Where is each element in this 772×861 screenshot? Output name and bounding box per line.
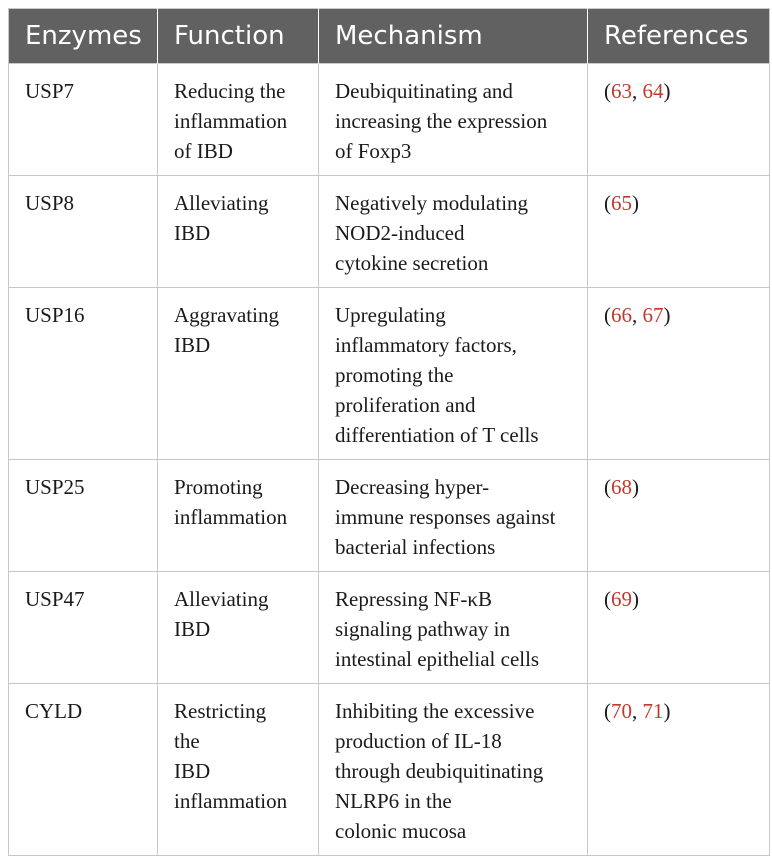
table-row (9, 572, 770, 684)
references-cell: (69) (588, 572, 770, 684)
function-line: Aggravating (174, 303, 279, 327)
mechanism-line: intestinal epithelial cells (335, 647, 540, 671)
mechanism-line: Inhibiting the excessive (335, 699, 535, 723)
function-line: Alleviating (174, 191, 269, 215)
table-row (9, 176, 770, 288)
enzyme-cell: USP16 (9, 288, 158, 460)
table-row (9, 64, 770, 176)
function-line: Promoting (174, 475, 263, 499)
references-cell: (68) (588, 460, 770, 572)
header-row (9, 9, 770, 64)
function-cell (158, 684, 319, 856)
function-cell (158, 288, 319, 460)
mechanism-cell (319, 684, 588, 856)
mechanism-line: Decreasing hyper- (335, 475, 490, 499)
enzyme-cell: USP47 (9, 572, 158, 684)
mechanism-line: Deubiquitinating and (335, 79, 513, 103)
mechanism-line: Repressing NF-κB (335, 587, 492, 611)
table-body (9, 64, 770, 856)
header-references: References (588, 9, 770, 64)
function-line: inflammation (174, 505, 288, 529)
function-line: IBD (174, 617, 211, 641)
function-line: inflammation (174, 789, 288, 813)
function-line: Reducing the (174, 79, 286, 103)
mechanism-line: NOD2-induced (335, 221, 465, 245)
reference-link[interactable]: 70 (611, 699, 632, 723)
function-line: Restricting (174, 699, 267, 723)
header-function: Function (158, 9, 319, 64)
mechanism-line: of Foxp3 (335, 139, 412, 163)
reference-link[interactable]: 66 (611, 303, 632, 327)
enzyme-cell: USP8 (9, 176, 158, 288)
reference-link[interactable]: 69 (611, 587, 632, 611)
reference-link[interactable]: 67 (642, 303, 664, 327)
mechanism-cell (319, 288, 588, 460)
function-cell (158, 176, 319, 288)
function-cell (158, 572, 319, 684)
mechanism-line: immune responses against (335, 505, 556, 529)
mechanism-line: Upregulating (335, 303, 446, 327)
header-mechanism: Mechanism (319, 9, 588, 64)
table-row (9, 460, 770, 572)
mechanism-line: colonic mucosa (335, 819, 467, 843)
mechanism-cell (319, 176, 588, 288)
reference-link[interactable]: 68 (611, 475, 632, 499)
enzymes-table (8, 8, 770, 856)
function-line: the (174, 729, 200, 753)
mechanism-line: NLRP6 in the (335, 789, 452, 813)
mechanism-cell (319, 460, 588, 572)
function-line: IBD (174, 221, 211, 245)
references-cell: (66, 67) (588, 288, 770, 460)
reference-link[interactable]: 64 (642, 79, 664, 103)
mechanism-line: increasing the expression (335, 109, 548, 133)
reference-link[interactable]: 63 (611, 79, 632, 103)
mechanism-line: production of IL-18 (335, 729, 502, 753)
mechanism-line: inflammatory factors, (335, 333, 517, 357)
mechanism-line: proliferation and (335, 393, 476, 417)
references-cell: (65) (588, 176, 770, 288)
enzyme-cell: CYLD (9, 684, 158, 856)
mechanism-line: differentiation of T cells (335, 423, 539, 447)
mechanism-line: promoting the (335, 363, 454, 387)
function-line: Alleviating (174, 587, 269, 611)
references-cell: (63, 64) (588, 64, 770, 176)
enzyme-cell: USP25 (9, 460, 158, 572)
mechanism-cell (319, 64, 588, 176)
function-cell (158, 64, 319, 176)
function-line: inflammation (174, 109, 288, 133)
mechanism-line: cytokine secretion (335, 251, 489, 275)
header-enzymes: Enzymes (9, 9, 158, 64)
reference-link[interactable]: 65 (611, 191, 632, 215)
function-cell (158, 460, 319, 572)
mechanism-line: Negatively modulating (335, 191, 529, 215)
mechanism-line: through deubiquitinating (335, 759, 544, 783)
enzyme-cell: USP7 (9, 64, 158, 176)
table-row (9, 684, 770, 856)
table-row (9, 288, 770, 460)
function-line: IBD (174, 333, 211, 357)
mechanism-cell (319, 572, 588, 684)
mechanism-line: bacterial infections (335, 535, 496, 559)
mechanism-line: signaling pathway in (335, 617, 510, 641)
function-line: of IBD (174, 139, 233, 163)
references-cell: (70, 71) (588, 684, 770, 856)
function-line: IBD (174, 759, 211, 783)
reference-link[interactable]: 71 (642, 699, 664, 723)
